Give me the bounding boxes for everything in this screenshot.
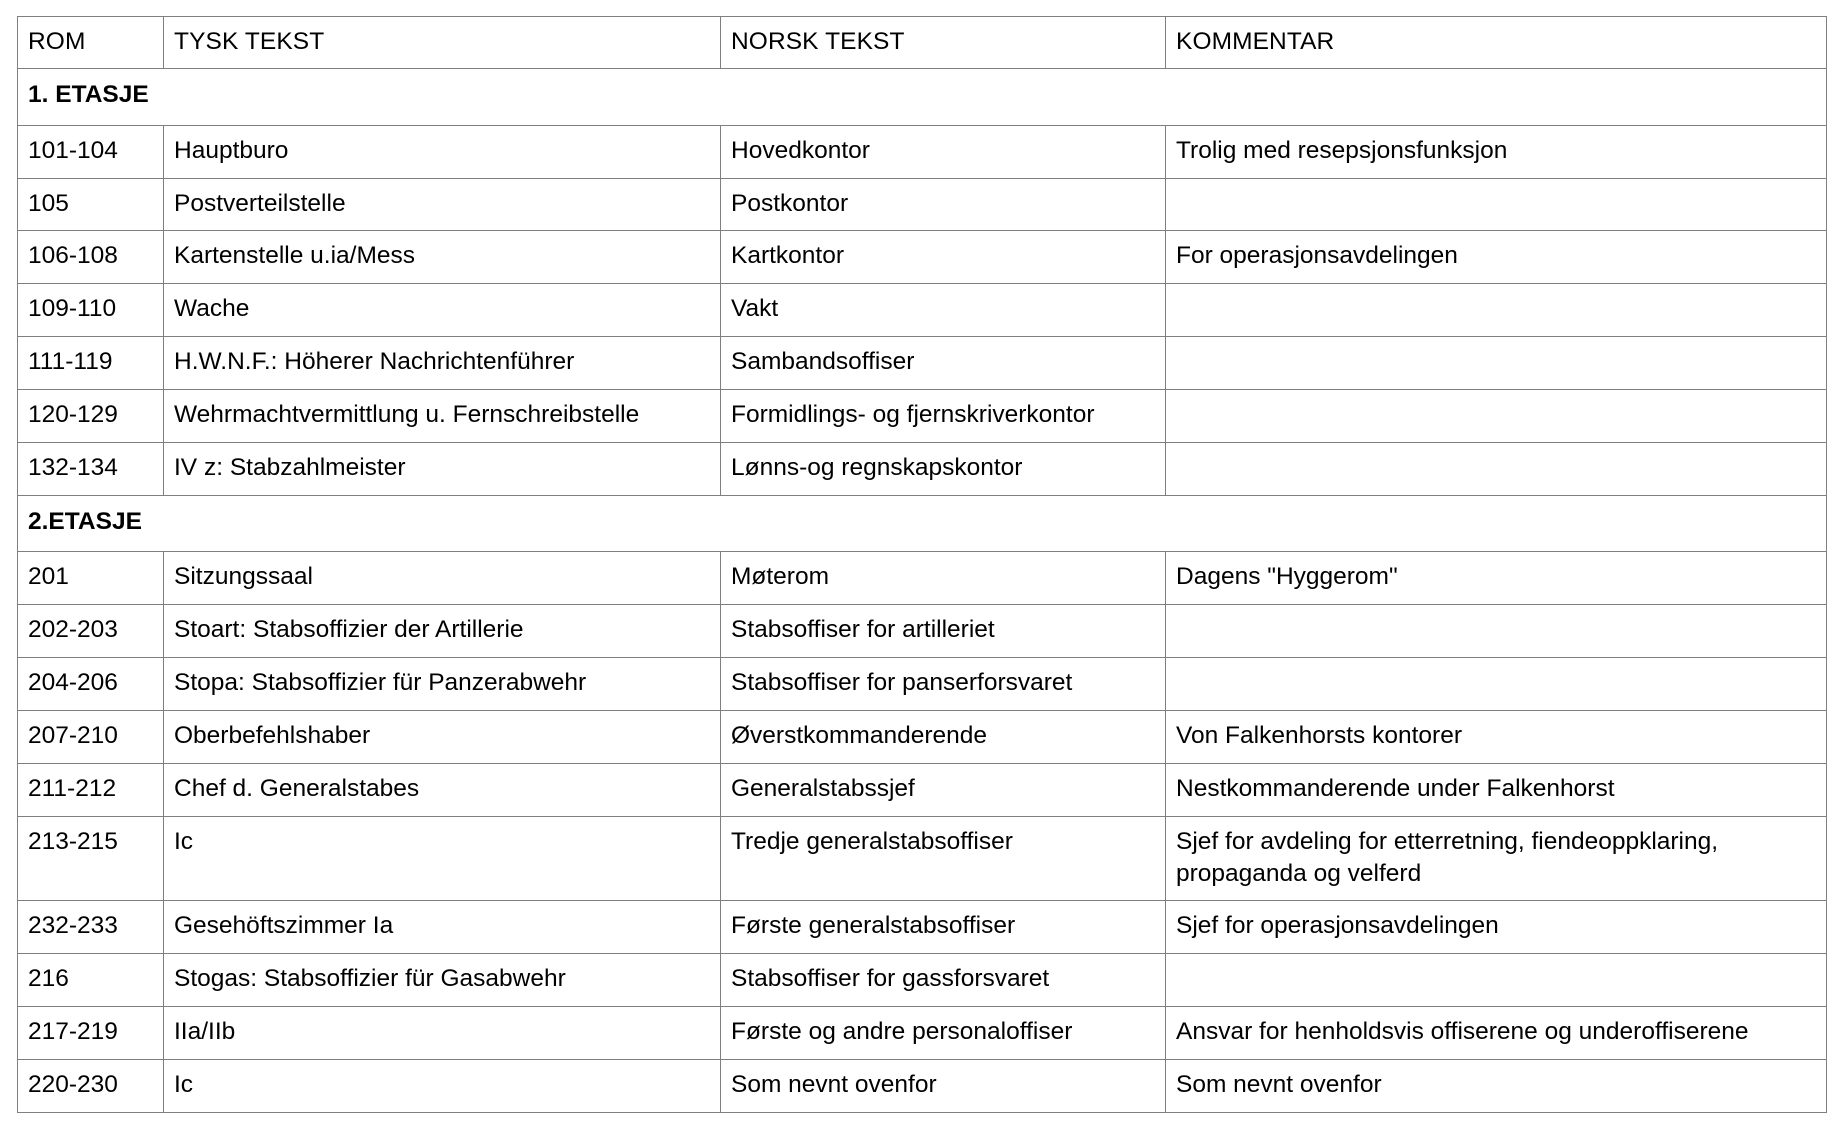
german-text-cell: Ic (164, 816, 721, 901)
norwegian-text-cell: Formidlings- og fjernskriverkontor (721, 389, 1166, 442)
room-number-cell: 216 (18, 954, 164, 1007)
german-text-cell: Oberbefehlshaber (164, 710, 721, 763)
table-header-row (18, 17, 1827, 69)
german-text-cell: Stopa: Stabsoffizier für Panzerabwehr (164, 658, 721, 711)
norwegian-text-cell: Sambandsoffiser (721, 337, 1166, 390)
norwegian-text-cell: Generalstabssjef (721, 763, 1166, 816)
comment-cell (1166, 389, 1827, 442)
room-number-cell: 211-212 (18, 763, 164, 816)
room-number-cell: 232-233 (18, 901, 164, 954)
comment-cell (1166, 178, 1827, 231)
room-number-cell: 213-215 (18, 816, 164, 901)
german-text-cell: Postverteilstelle (164, 178, 721, 231)
comment-cell: Von Falkenhorsts kontorer (1166, 710, 1827, 763)
room-number-cell: 220-230 (18, 1059, 164, 1112)
comment-cell (1166, 284, 1827, 337)
room-number-cell: 202-203 (18, 605, 164, 658)
comment-cell: Ansvar for henholdsvis offiserene og underoffiserene (1166, 1007, 1827, 1060)
section-header-label: 1. ETASJE (18, 68, 1827, 125)
column-header-norsk: NORSK TEKST (721, 17, 1166, 69)
room-inventory-table (17, 16, 1827, 1113)
norwegian-text-cell: Første og andre personaloffiser (721, 1007, 1166, 1060)
comment-cell: Sjef for operasjonsavdelingen (1166, 901, 1827, 954)
room-number-cell: 120-129 (18, 389, 164, 442)
norwegian-text-cell: Stabsoffiser for panserforsvaret (721, 658, 1166, 711)
comment-cell: For operasjonsavdelingen (1166, 231, 1827, 284)
table-header (18, 17, 1827, 69)
comment-cell: Som nevnt ovenfor (1166, 1059, 1827, 1112)
comment-cell (1166, 954, 1827, 1007)
column-header-kommentar: KOMMENTAR (1166, 17, 1827, 69)
norwegian-text-cell: Lønns-og regnskapskontor (721, 442, 1166, 495)
room-number-cell: 217-219 (18, 1007, 164, 1060)
comment-cell (1166, 658, 1827, 711)
norwegian-text-cell: Tredje generalstabsoffiser (721, 816, 1166, 901)
german-text-cell: Chef d. Generalstabes (164, 763, 721, 816)
norwegian-text-cell: Postkontor (721, 178, 1166, 231)
table-row (18, 125, 1827, 178)
comment-cell: Trolig med resepsjonsfunksjon (1166, 125, 1827, 178)
norwegian-text-cell: Første generalstabsoffiser (721, 901, 1166, 954)
german-text-cell: Hauptburo (164, 125, 721, 178)
table-row (18, 552, 1827, 605)
table-row (18, 763, 1827, 816)
norwegian-text-cell: Øverstkommanderende (721, 710, 1166, 763)
room-number-cell: 204-206 (18, 658, 164, 711)
table-row (18, 389, 1827, 442)
table-row (18, 954, 1827, 1007)
table-row (18, 710, 1827, 763)
german-text-cell: Gesehöftszimmer Ia (164, 901, 721, 954)
german-text-cell: Ic (164, 1059, 721, 1112)
norwegian-text-cell: Stabsoffiser for gassforsvaret (721, 954, 1166, 1007)
section-header-row (18, 495, 1827, 552)
norwegian-text-cell: Kartkontor (721, 231, 1166, 284)
table-row (18, 231, 1827, 284)
comment-cell: Nestkommanderende under Falkenhorst (1166, 763, 1827, 816)
table-row (18, 284, 1827, 337)
norwegian-text-cell: Som nevnt ovenfor (721, 1059, 1166, 1112)
german-text-cell: IV z: Stabzahlmeister (164, 442, 721, 495)
norwegian-text-cell: Vakt (721, 284, 1166, 337)
column-header-rom: ROM (18, 17, 164, 69)
room-number-cell: 111-119 (18, 337, 164, 390)
table-row (18, 442, 1827, 495)
comment-cell: Dagens "Hyggerom" (1166, 552, 1827, 605)
table-row (18, 605, 1827, 658)
comment-cell: Sjef for avdeling for etterretning, fiendeoppklaring, propaganda og velferd (1166, 816, 1827, 901)
table-row (18, 178, 1827, 231)
comment-cell (1166, 337, 1827, 390)
table-body (18, 68, 1827, 1112)
room-number-cell: 207-210 (18, 710, 164, 763)
section-header-label: 2.ETASJE (18, 495, 1827, 552)
norwegian-text-cell: Møterom (721, 552, 1166, 605)
column-header-tysk: TYSK TEKST (164, 17, 721, 69)
german-text-cell: Stogas: Stabsoffizier für Gasabwehr (164, 954, 721, 1007)
norwegian-text-cell: Stabsoffiser for artilleriet (721, 605, 1166, 658)
room-number-cell: 105 (18, 178, 164, 231)
comment-cell (1166, 605, 1827, 658)
section-header-row (18, 68, 1827, 125)
room-number-cell: 201 (18, 552, 164, 605)
table-row (18, 816, 1827, 901)
german-text-cell: Wache (164, 284, 721, 337)
room-number-cell: 106-108 (18, 231, 164, 284)
table-row (18, 658, 1827, 711)
german-text-cell: Sitzungssaal (164, 552, 721, 605)
table-row (18, 901, 1827, 954)
german-text-cell: Kartenstelle u.ia/Mess (164, 231, 721, 284)
german-text-cell: Wehrmachtvermittlung u. Fernschreibstelle (164, 389, 721, 442)
german-text-cell: IIa/IIb (164, 1007, 721, 1060)
comment-cell (1166, 442, 1827, 495)
german-text-cell: Stoart: Stabsoffizier der Artillerie (164, 605, 721, 658)
norwegian-text-cell: Hovedkontor (721, 125, 1166, 178)
table-row (18, 1007, 1827, 1060)
table-row (18, 1059, 1827, 1112)
table-row (18, 337, 1827, 390)
room-number-cell: 109-110 (18, 284, 164, 337)
room-number-cell: 132-134 (18, 442, 164, 495)
german-text-cell: H.W.N.F.: Höherer Nachrichtenführer (164, 337, 721, 390)
room-number-cell: 101-104 (18, 125, 164, 178)
